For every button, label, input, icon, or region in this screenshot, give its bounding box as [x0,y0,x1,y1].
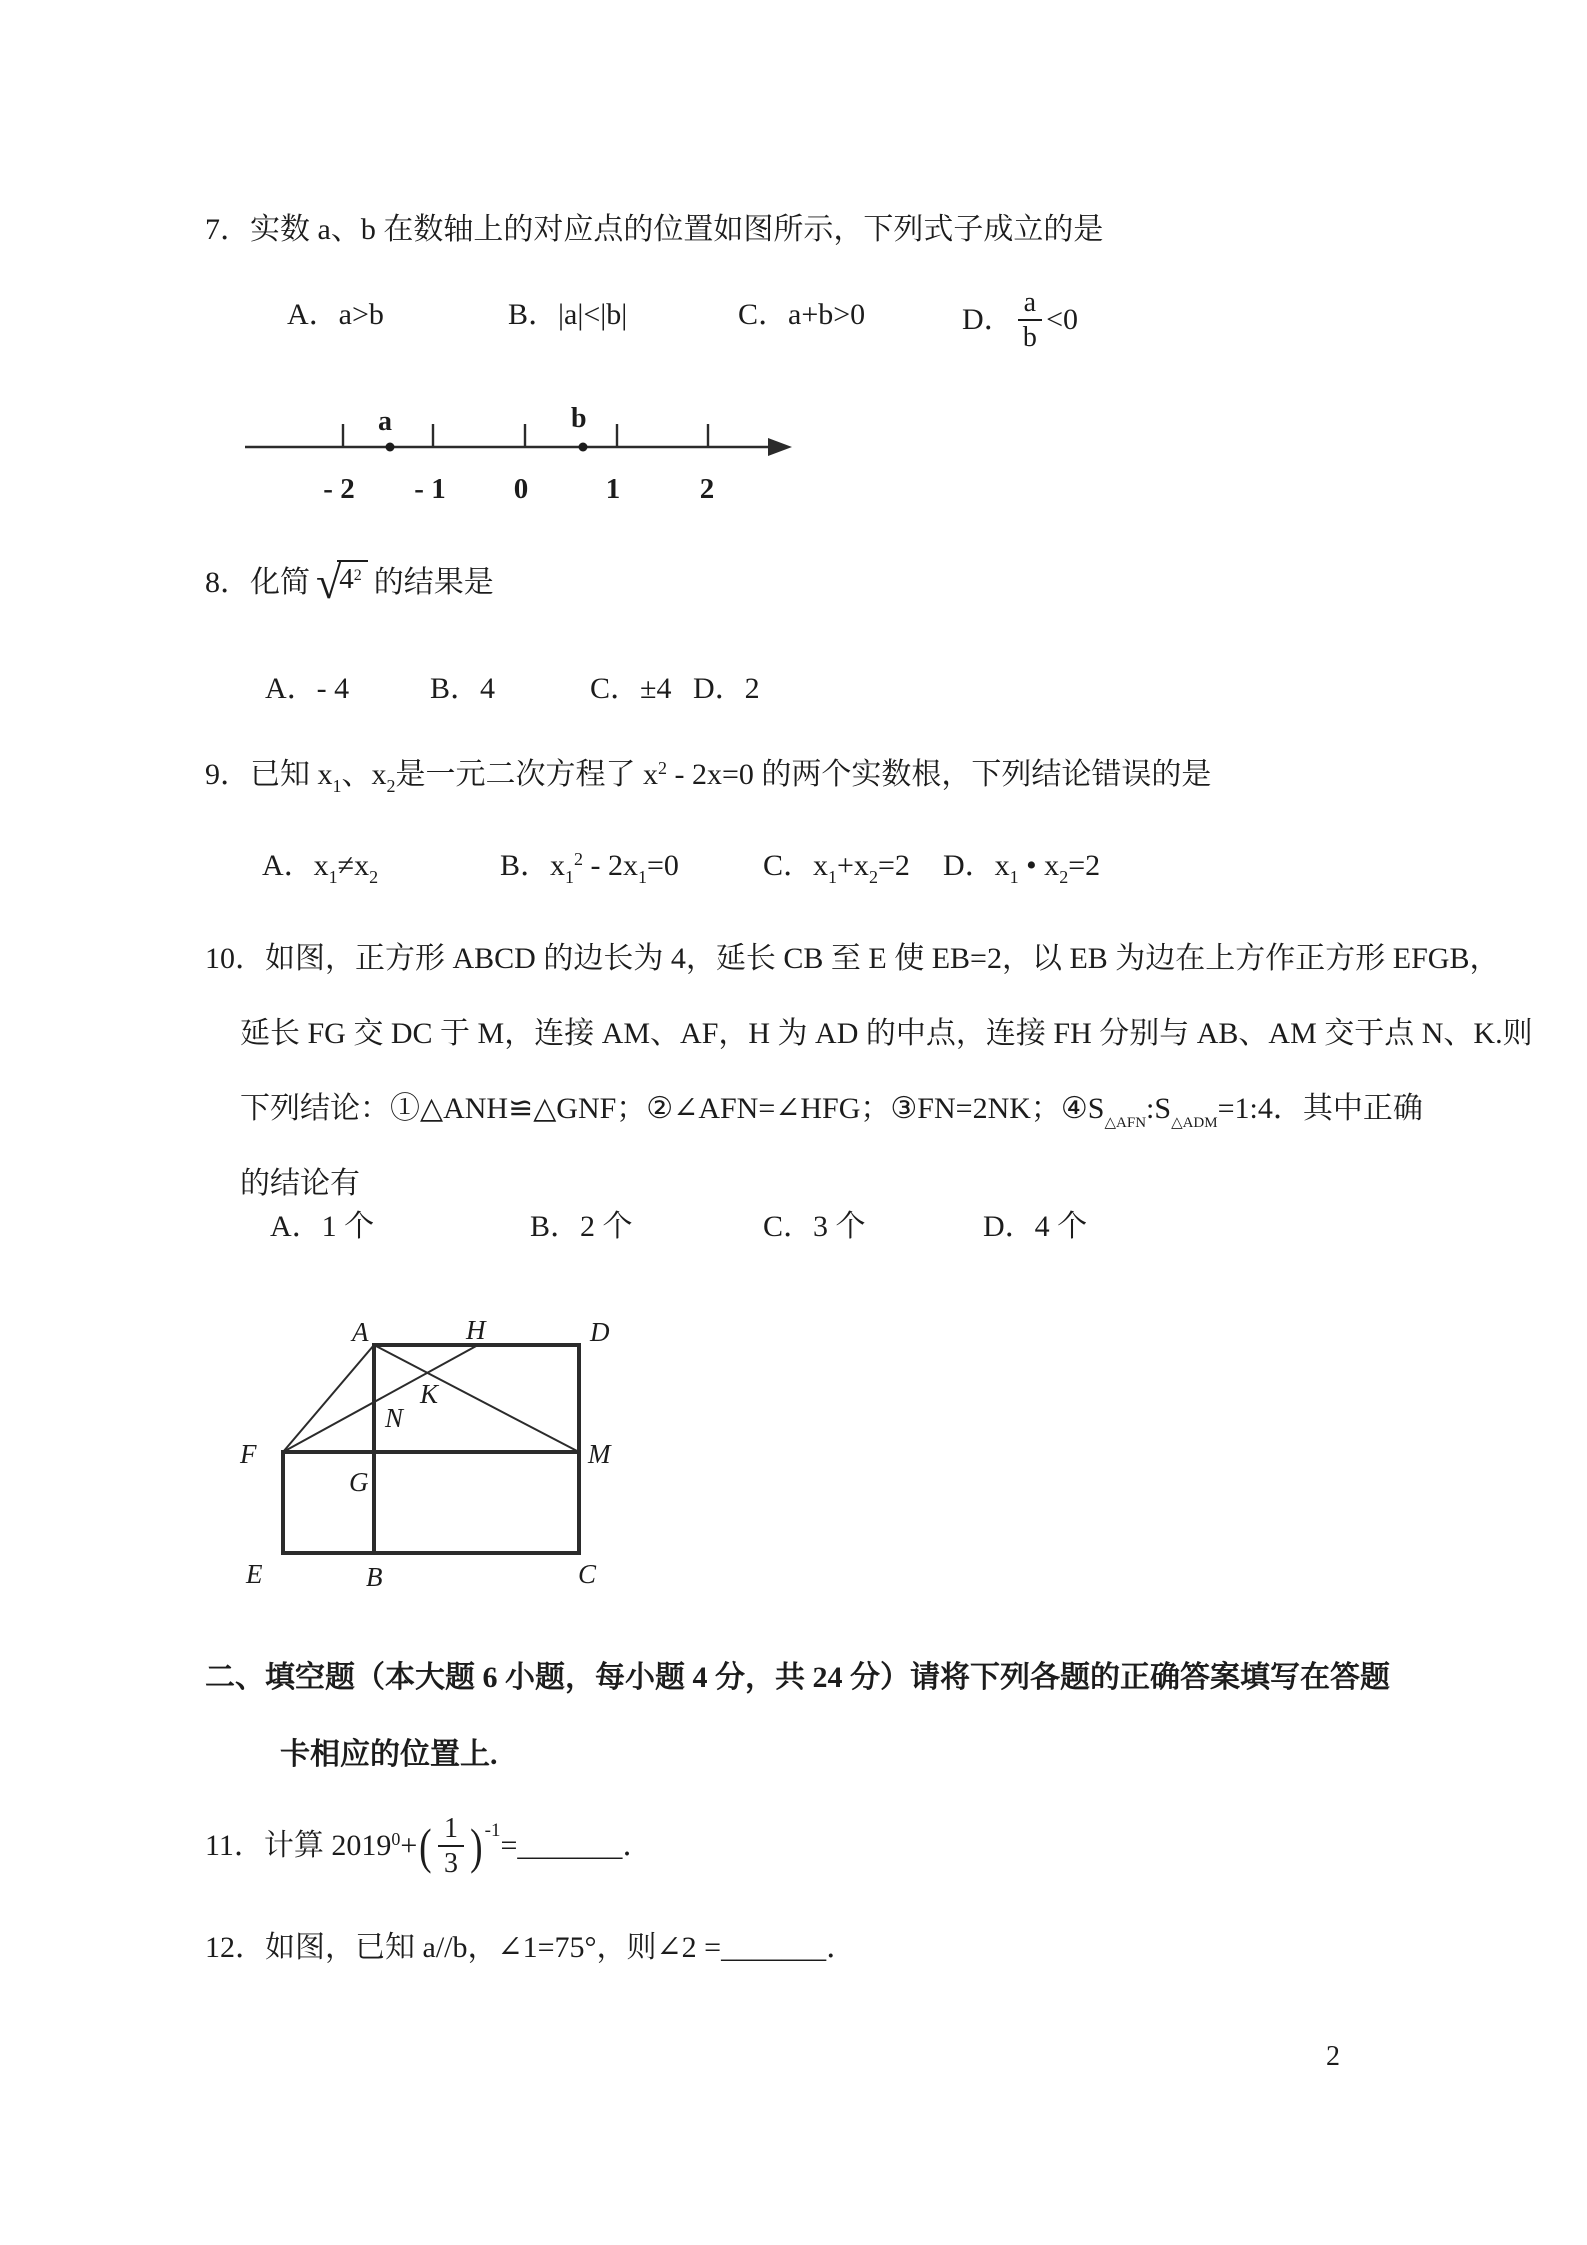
question-10-line2: 延长 FG 交 DC 于 M，连接 AM、AF，H 为 AD 的中点，连接 FH 分别与 AB、AM 交于点 N、K.则 [240,1017,1533,1050]
question-10-line1: 10．如图，正方形 ABCD 的边长为 4，延长 CB 至 E 使 EB=2，以 EB 为边在上方作正方形 EFGB， [205,942,1500,975]
question-8-option-a: A．- 4 [265,672,350,705]
fraction-a-over-b: $\frac{a}{b}$ [1018,288,1042,353]
q8-stem-post: 的结果是 [373,566,494,599]
vertex-label-M: M [588,1439,611,1469]
question-8-option-c: C．±4 [590,672,672,705]
sqrt-expression: √ $4^2$ [316,560,368,606]
option-d-inequality: <0 [1046,303,1079,336]
tick-label-neg1: - 1 [414,473,446,505]
question-9-option-a: A．$x_1\ne x_2$ [262,849,379,887]
question-9-stem: 9．已知 $x_1$、$x_2$是一元二次方程了 $x^2 - 2x=0$ 的两个实数根，下列结论错误的是 [205,758,1212,796]
question-7-option-d [962,276,1078,364]
point-a-dot [386,443,395,452]
vertex-label-G: G [349,1467,369,1497]
vertex-label-A: A [352,1317,369,1347]
q11-pre: 11．计算 $2019^0+$ [205,1829,418,1862]
option-d-label: D． [962,303,1014,336]
vertex-label-C: C [578,1559,597,1589]
segment-AM [374,1345,579,1452]
question-9-option-d: D．$x_1$ • $x_2=2$ [943,849,1101,887]
point-label-N: N [385,1403,404,1433]
tick-label-1: 1 [605,473,621,505]
point-b-dot [579,443,588,452]
segment-FA [283,1345,374,1452]
tick-label-2: 2 [699,473,715,505]
section-2-heading-line1: 二、填空题（本大题 6 小题，每小题 4 分，共 24 分）请将下列各题的正确答案填写在答题 [205,1661,1390,1694]
segment-FH [283,1345,478,1452]
question-10-option-b: B．2 个 [530,1210,633,1243]
question-7-option-b: B．|a|<|b| [508,298,628,331]
point-a-label: a [378,406,392,437]
point-label-K: K [420,1379,439,1409]
vertex-label-F: F [240,1439,257,1469]
question-12-stem: 12．如图，已知 a//b，∠1=75°，则∠2 =_______． [205,1931,857,1964]
question-7-option-a: A．a>b [287,298,384,331]
question-7-stem: 7．实数 a、b 在数轴上的对应点的位置如图所示，下列式子成立的是 [205,213,1104,246]
question-7-option-c: C．a+b>0 [738,298,866,331]
section-2-heading-line2: 卡相应的位置上. [280,1738,498,1771]
question-10-option-c: C．3 个 [763,1210,866,1243]
axis-arrow-icon [768,438,792,456]
left-paren: ( [419,1818,432,1874]
vertex-label-E: E [246,1559,263,1589]
radical-icon: √ [316,557,342,608]
tick-label-0: 0 [513,473,529,505]
exponent-neg1: -1 [484,1819,501,1841]
period: ． [826,1931,857,1964]
question-8-stem [205,554,494,612]
vertex-label-B: B [366,1562,383,1592]
right-paren: ) [470,1818,483,1874]
tick-label-neg2: - 2 [323,473,355,505]
question-8-option-d: D．2 [693,672,760,705]
number-line-figure [230,390,810,520]
question-8-option-b: B．4 [430,672,496,705]
question-10-option-a: A．1 个 [270,1210,375,1243]
question-11-stem [205,1800,652,1892]
question-9-option-b: B．$x_1^2 - 2x_1=0$ [500,849,679,887]
equals-sign: = [500,1829,518,1862]
vertex-label-H: H [466,1315,486,1345]
q10-geometry-figure [225,1280,655,1610]
question-10-option-d: D．4 个 [983,1210,1088,1243]
fraction-one-third: $\frac{1}{3}$ [438,1814,464,1879]
period: ． [622,1829,653,1862]
question-10-line3: 下列结论：①△ANH≌△GNF；②∠AFN=∠HFG；③FN=2NK；$④S_{\triangle AFN}:S_{\triangle ADM}=1:4$．其中正确 [240,1092,1423,1131]
answer-blank: _______ [517,1829,623,1862]
answer-blank: _______ [721,1931,827,1964]
vertex-label-D: D [590,1317,610,1347]
page-number: 2 [1326,2041,1340,2072]
q8-stem-pre: 8．化简 [205,566,310,599]
question-9-option-c: C．$x_1+x_2=2$ [763,849,910,887]
question-10-line4: 的结论有 [240,1167,360,1200]
point-b-label: b [571,403,587,434]
